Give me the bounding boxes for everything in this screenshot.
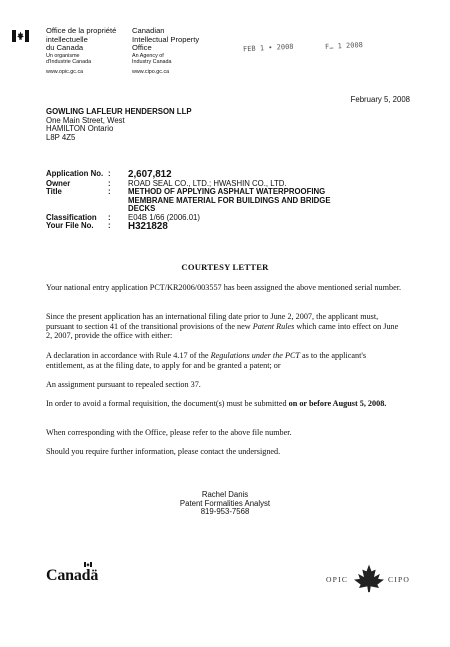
cipo-label: CIPO xyxy=(388,575,411,584)
body-paragraph xyxy=(46,351,406,370)
colon: : xyxy=(108,187,111,197)
colon: : xyxy=(108,212,111,222)
header-english xyxy=(132,27,199,77)
owner-label: Owner xyxy=(46,179,71,188)
recipient-line: L8P 4Z5 xyxy=(46,132,76,142)
maple-leaf-icon xyxy=(352,563,386,593)
body-bold: on or before August 5, 2008. xyxy=(288,399,387,408)
signatory-phone: 819-953-7568 xyxy=(200,507,250,517)
signatory-name: Rachel Danis xyxy=(201,490,249,499)
letter-title: COURTESY LETTER xyxy=(181,262,269,272)
title-line: MEMBRANE MATERIAL FOR BUILDINGS AND BRIDGE xyxy=(128,195,331,205)
header-en-small: Industry Canada xyxy=(132,59,172,66)
recipient-address xyxy=(46,108,192,142)
received-stamp: F… 1 2008 xyxy=(324,41,364,51)
colon: : xyxy=(108,179,111,188)
owner-value: ROAD SEAL CO., LTD.; HWASHIN CO., LTD. xyxy=(128,179,287,188)
header-en-url: www.cipo.gc.ca xyxy=(132,68,170,75)
body-paragraph: Your national entry application PCT/KR2006/003557 has been assigned the above mentioned serial number. xyxy=(46,283,402,292)
letter-date: February 5, 2008 xyxy=(350,95,410,104)
header-fr-url: www.opic.gc.ca xyxy=(46,68,84,75)
recipient-line: HAMILTON Ontario xyxy=(46,124,114,134)
canada-wordmark: Canadä xyxy=(46,567,99,584)
colon: : xyxy=(108,169,111,178)
body-text: A declaration in accordance with Rule 4.17 of the xyxy=(46,351,211,360)
opic-label: OPIC xyxy=(326,575,349,584)
canada-flag-icon xyxy=(12,30,29,42)
recipient-line: One Main Street, West xyxy=(46,115,125,125)
body-paragraph: An assignment pursuant to repealed section 37. xyxy=(46,380,201,389)
file-number: H321828 xyxy=(128,221,168,233)
body-text: as to the applicant's entitlement, as at the filing date, to apply for and be granted a patent; or xyxy=(46,351,367,370)
application-number: 2,607,812 xyxy=(128,169,172,180)
file-label: Your File No. xyxy=(46,221,94,231)
title-value xyxy=(128,188,388,213)
header-en-line: Canadian xyxy=(132,26,165,35)
body-paragraph xyxy=(46,399,406,409)
body-paragraph: When corresponding with the Office, please refer to the above file number. xyxy=(46,428,292,437)
wordmark-flag-icon xyxy=(84,562,92,567)
application-details xyxy=(46,170,388,232)
title-label: Title xyxy=(46,187,62,197)
body-text: Since the present application has an international filing date prior to June 2, 2007, the applicant must, pursuant to section 41 of the transitional provisions of the new xyxy=(46,312,379,331)
body-italic: Regulations under the PCT xyxy=(210,351,300,360)
header-en-line: Office xyxy=(132,43,152,53)
body-text: which came into effect on June 2, 2007, provide the office with either: xyxy=(46,321,399,341)
recipient-firm: GOWLING LAFLEUR HENDERSON LLP xyxy=(46,107,192,116)
body-paragraph xyxy=(46,312,406,341)
classification-label: Classification xyxy=(46,212,97,222)
header-fr-line: Office de la propriété xyxy=(46,26,117,35)
body-paragraph: Should you require further information, please contact the undersigned. xyxy=(46,447,281,456)
classification-value: E04B 1/66 (2006.01) xyxy=(128,212,200,222)
title-line: METHOD OF APPLYING ASPHALT WATERPROOFING xyxy=(128,187,326,197)
header-en-small: An Agency of xyxy=(132,52,164,59)
header-fr-line: du Canada xyxy=(46,43,84,53)
header-fr-line: intellectuelle xyxy=(46,34,88,44)
header-fr-small: d'Industrie Canada xyxy=(46,59,92,66)
colon: : xyxy=(108,221,111,231)
received-stamp: FEB 1 • 2008 xyxy=(242,42,294,54)
header-french xyxy=(46,27,116,77)
signature-block xyxy=(0,491,450,517)
body-italic: Patent Rules xyxy=(252,321,295,331)
header-fr-small: Un organisme xyxy=(46,52,80,59)
header-en-line: Intellectual Property xyxy=(132,34,200,44)
body-text: In order to avoid a formal requisition, the document(s) must be submitted xyxy=(46,399,289,408)
application-label: Application No. xyxy=(46,169,104,178)
signatory-role: Patent Formalities Analyst xyxy=(179,498,271,508)
title-line: DECKS xyxy=(128,204,156,214)
